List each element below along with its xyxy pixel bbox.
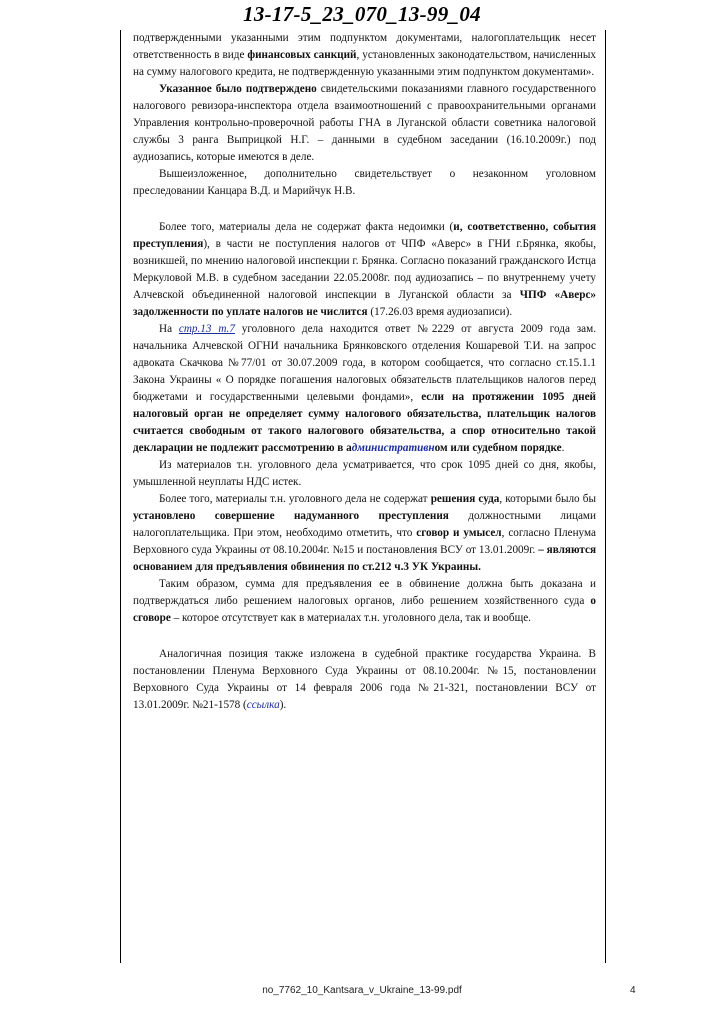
bold-span: Указанное было подтверждено <box>159 83 317 95</box>
bold-span: решения суда <box>430 493 500 505</box>
bold-span: сговор и умысел <box>416 527 502 539</box>
text-span: должностными лицами налогоплательщика. При этом, необходимо отметить, что <box>133 510 596 539</box>
document-body <box>133 30 596 714</box>
page-reference-link[interactable]: стр.13 т.7 <box>178 323 235 335</box>
paragraph-6: Из материалов т.н. уголовного дела усматривается, что срок 1095 дней со дня, якобы, умышленной неуплаты НДС истек. <box>133 459 596 488</box>
text-span: ). <box>279 699 287 711</box>
document-header-code: 13-17-5_23_070_13-99_04 <box>243 2 481 26</box>
text-span: подтвержденными указанными этим подпунктом документами, налогоплательщик несет ответственность в виде <box>133 32 596 61</box>
text-span: Более того, материалы дела не содержат факта недоимки ( <box>159 221 454 233</box>
text-span: , которыми было бы <box>499 493 597 505</box>
bold-span: ЧПФ «Аверс» задолженности по уплате налогов не числится <box>133 289 597 318</box>
text-span: (17.26.03 время аудиозаписи). <box>367 306 513 318</box>
paragraph-3: Вышеизложенное, дополнительно свидетельствует о незаконном уголовном преследовании Канцара В.Д. и Марийчук Н.В. <box>133 168 596 197</box>
bold-span: о сговоре <box>133 595 596 624</box>
page-number: 4 <box>630 985 636 996</box>
text-span: На <box>159 323 179 335</box>
bold-span: ом или судебном порядке <box>434 442 562 454</box>
text-span: уголовного дела находится ответ №2229 от августа 2009 года зам. начальника Алчевской ОГНИ начальника Брянковского отделения Кошаревой Т.И. на запрос адвоката Скачкова №77/01 от 30.07.2009 года, в котором сообщается, что согласно ст.15.1.1 Закона Украины « О порядке погашения налоговых обязательств плательщиков налогов перед бюджетами и государственными целевыми фондами», <box>133 323 596 403</box>
bold-span: если на протяжении 1095 дней налоговый орган не определяет сумму налогового обязательства, плательщик налогов считается свободным от такого налогового обязательства, а спор относительно такой декларации не подлежит рассмотрению в а <box>133 391 596 454</box>
reference-link[interactable]: ссылка <box>246 699 280 711</box>
bold-span: установлено совершение надуманного преступления <box>133 510 449 522</box>
bold-span: финансовых санкций <box>247 49 357 61</box>
highlighted-word: дминистративн <box>351 442 435 454</box>
text-span: , установленных законодательством, начисленных на сумму налогового кредита, не подтвержденную указанными этим подпунктом документами». <box>133 49 597 78</box>
text-span: Более того, материалы т.н. уголовного дела не содержат <box>159 493 431 505</box>
bold-span: – являются основанием для предъявления обвинения по ст.212 ч.3 УК Украины. <box>133 544 597 573</box>
paragraph-7 <box>133 491 596 576</box>
text-span: Таким образом, сумма для предъявления ее в обвинение должна быть доказана и подтверждаться либо решением налоговых органов, либо решением хозяйственного суда <box>133 578 596 607</box>
footer-filename: no_7762_10_Kantsara_v_Ukraine_13-99.pdf <box>262 985 462 996</box>
paragraph-1 <box>133 30 596 81</box>
text-span: свидетельскими показаниями главного государственного налогового ревизора-инспектора отдела взаимоотношений с правоохранительными органами Управления контрольно-проверочной работы ГНА в Луганской области советника налоговой службы 3 ранга Выприцкой Н.Г. – данными в судебном заседании (16.10.2009г.) под аудиозапись, которые имеются в деле. <box>133 83 596 163</box>
text-span: – которое отсутствует как в материалах т.н. уголовного дела, так и вообще. <box>170 612 531 624</box>
paragraph-2 <box>133 81 596 166</box>
paragraph-9 <box>133 646 596 714</box>
paragraph-5 <box>133 321 596 457</box>
text-span: , согласно Пленума Верховного суда Украины от 08.10.2004г. №15 и постановления ВСУ от 13.01.2009г. <box>133 527 596 556</box>
text-span: . <box>561 442 565 454</box>
text-span: Аналогичная позиция также изложена в судебной практике государства Украина. В постановлении Пленума Верховного Суда Украины от 08.10.2004г. №15, постановлении Верховного Суда Украины от 14 февраля 2006 года №21-321, постановлении ВСУ от 13.01.2009г. №21-1578 ( <box>133 648 596 711</box>
paragraph-4 <box>133 219 596 321</box>
text-span: ), в части не поступления налогов от ЧПФ «Аверс» в ГНИ г.Брянка, якобы, возникшей, по мнению налоговой инспекции г. Брянка. Согласно показаний гражданского Истца Меркуловой М.В. в судебном заседании 22.05.2008г. под аудиозапись – по внутреннему учету Алчевской объединенной налоговой инспекции в Луганской области за <box>133 238 596 301</box>
bold-span: и, соответственно, события преступления <box>133 221 597 250</box>
paragraph-8 <box>133 576 596 627</box>
